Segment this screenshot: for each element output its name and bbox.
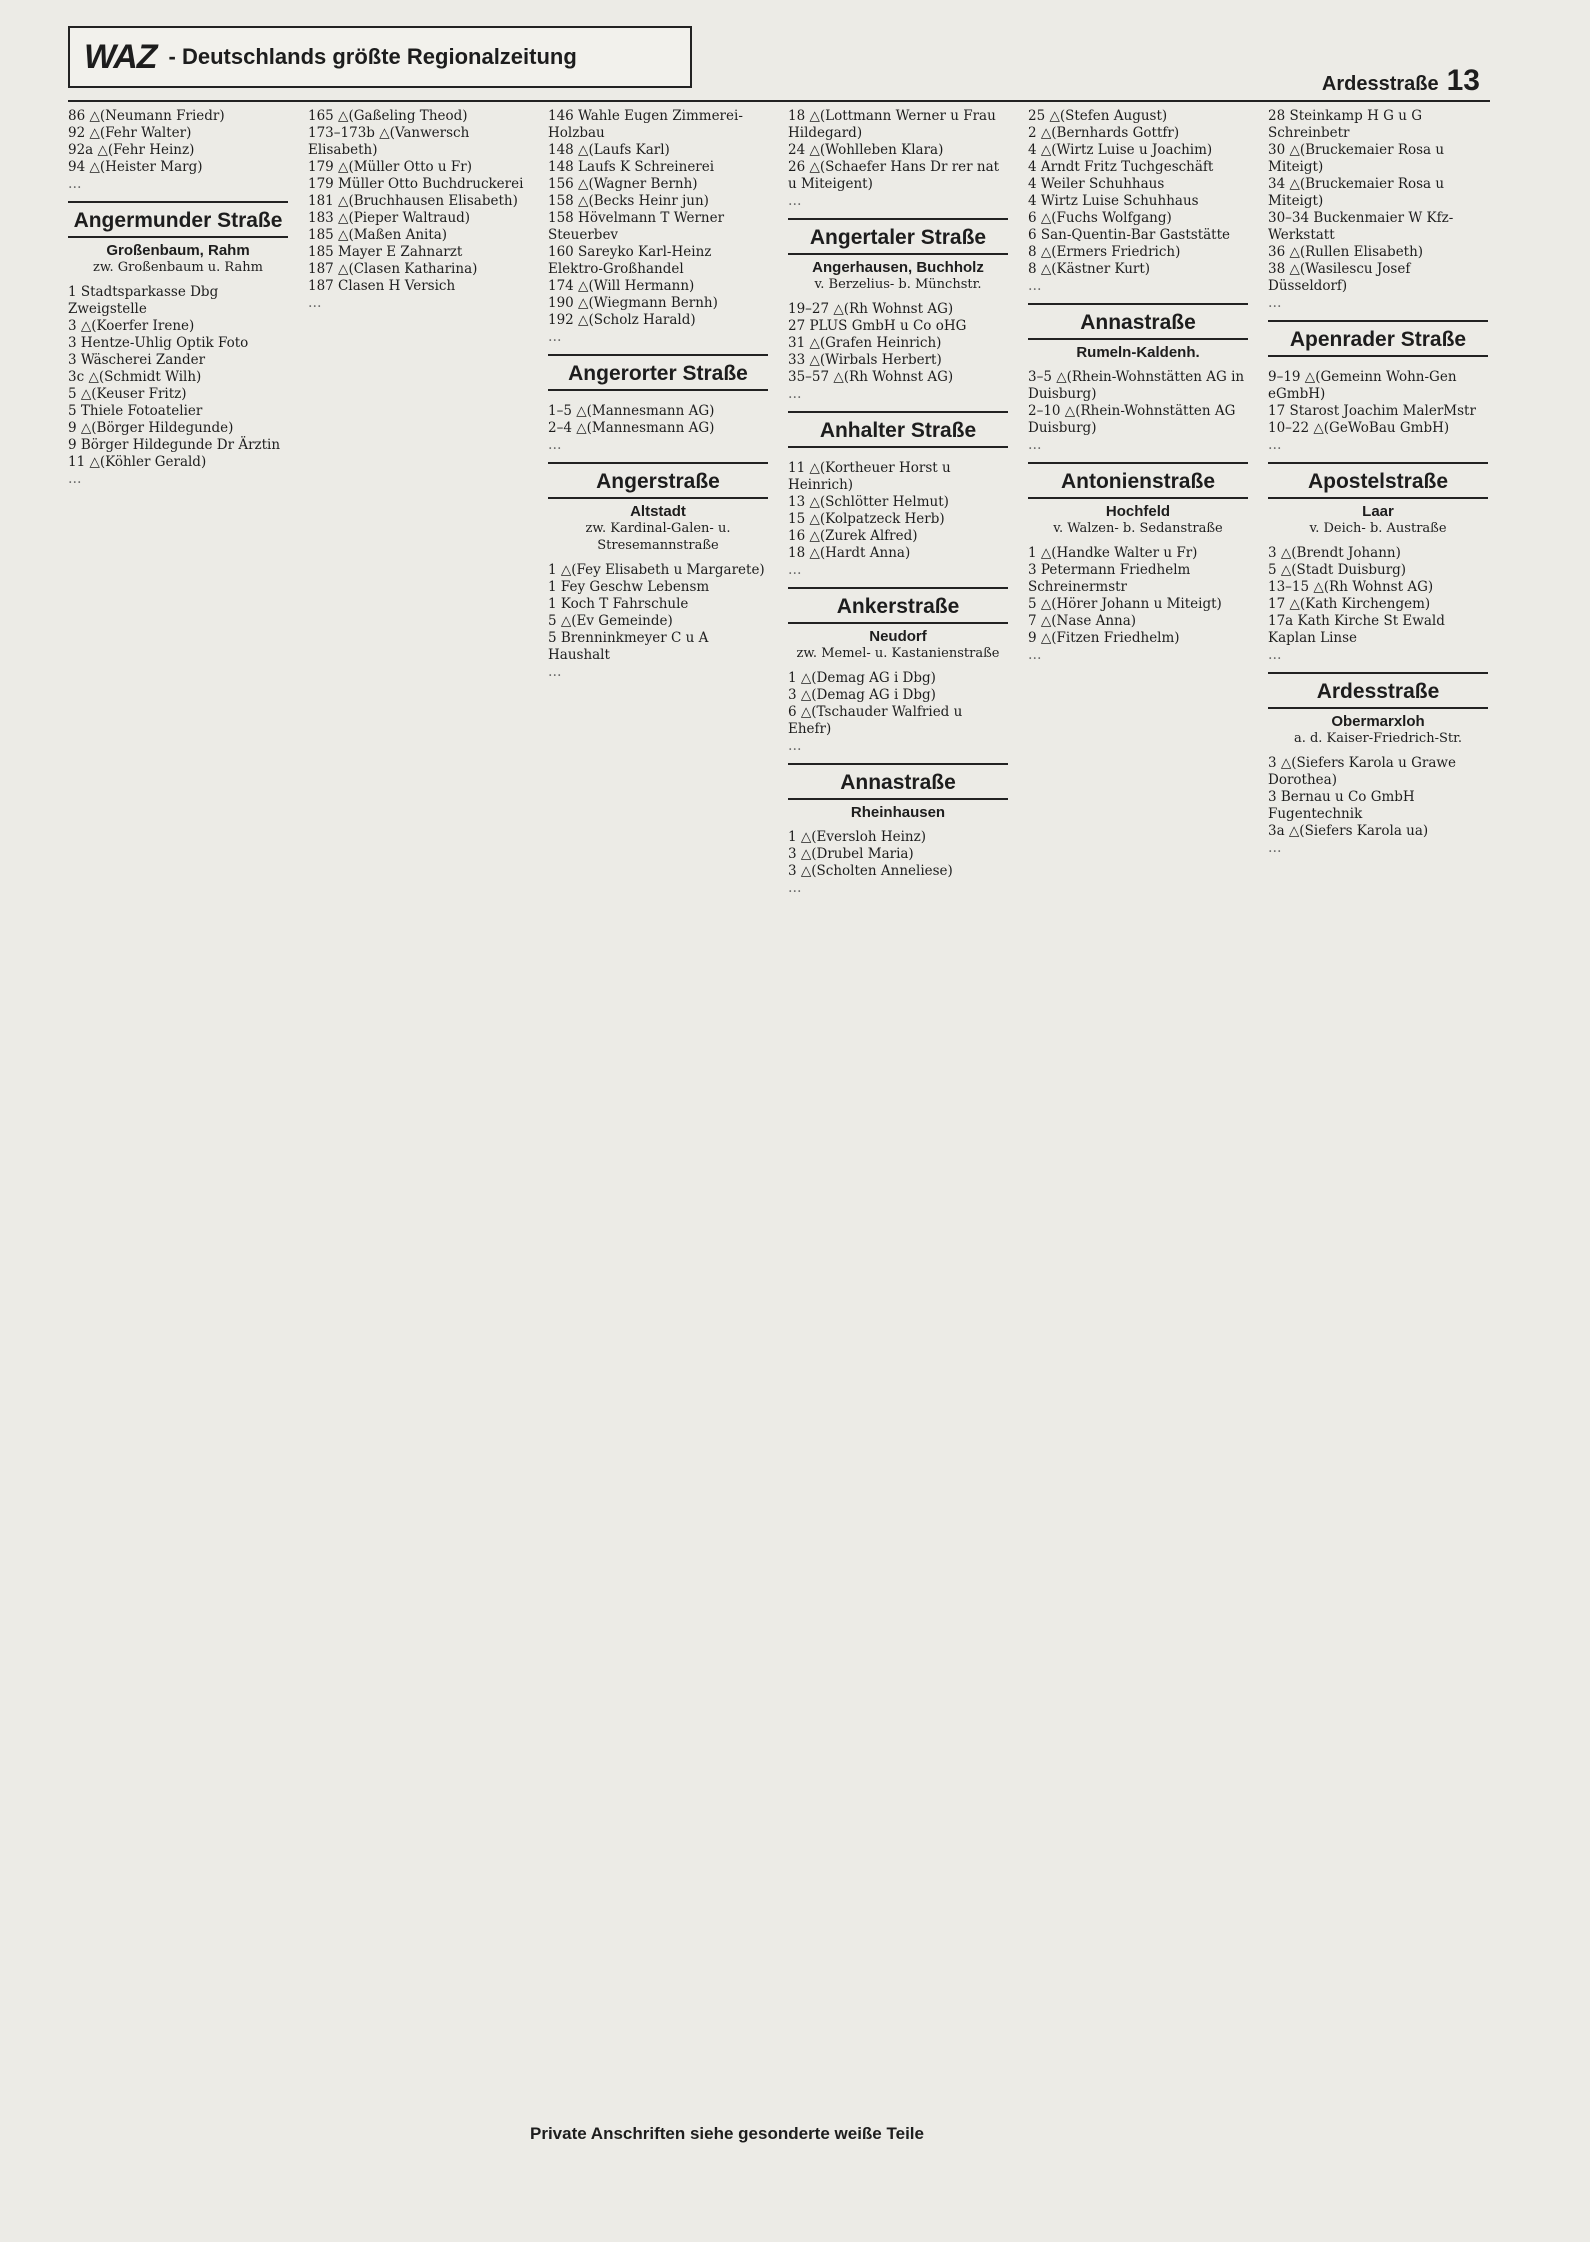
directory-entry: 11 △(Köhler Gerald) xyxy=(68,454,207,470)
directory-column xyxy=(548,108,768,2128)
masthead xyxy=(68,26,692,88)
directory-entry: 28 Steinkamp H G u G Schreinbetr xyxy=(1268,108,1423,141)
directory-entry: 4 Arndt Fritz Tuchgeschäft xyxy=(1028,159,1214,175)
directory-column xyxy=(788,108,1008,2128)
directory-column xyxy=(1028,108,1248,2128)
directory-entry: 6 △(Fuchs Wolfgang) xyxy=(1028,210,1172,226)
directory-entry: 2 △(Bernhards Gottfr) xyxy=(1028,125,1180,141)
directory-entry: 4 Weiler Schuhhaus xyxy=(1028,176,1165,192)
street-heading: Annastraße xyxy=(1028,303,1248,340)
street-range: v. Deich- b. Austraße xyxy=(1309,521,1447,536)
directory-entry: 185 △(Maßen Anita) xyxy=(308,227,448,243)
directory-entry: 148 Laufs K Schreinerei xyxy=(548,159,715,175)
directory-entry: 181 △(Bruchhausen Elisabeth) xyxy=(308,193,518,209)
directory-entry: 3 △(Siefers Karola u Grawe Dorothea) xyxy=(1268,755,1456,788)
directory-entry: 86 △(Neumann Friedr) xyxy=(68,108,225,124)
directory-entry: 5 △(Stadt Duisburg) xyxy=(1268,562,1407,578)
directory-entry: 16 △(Zurek Alfred) xyxy=(788,528,918,544)
more-entries-marker: … xyxy=(548,664,562,680)
directory-entry: 192 △(Scholz Harald) xyxy=(548,312,696,328)
directory-entry: 30–34 Buckenmaier W Kfz-Werkstatt xyxy=(1268,210,1454,243)
directory-entry: 173–173b △(Vanwersch Elisabeth) xyxy=(308,125,470,158)
street-heading: Antonienstraße xyxy=(1028,462,1248,499)
more-entries-marker: … xyxy=(548,329,562,345)
more-entries-marker: … xyxy=(1028,647,1042,663)
directory-entry: 187 Clasen H Versich xyxy=(308,278,456,294)
directory-entry: 5 Brenninkmeyer C u A Haushalt xyxy=(548,630,709,663)
directory-column xyxy=(1268,108,1488,2128)
directory-entry: 160 Sareyko Karl-Heinz Elektro-Großhandel xyxy=(548,244,712,277)
directory-entry: 3 △(Koerfer Irene) xyxy=(68,318,195,334)
directory-column xyxy=(68,108,288,2128)
directory-entry: 183 △(Pieper Waltraud) xyxy=(308,210,471,226)
street-range: v. Berzelius- b. Münchstr. xyxy=(814,277,982,292)
directory-column xyxy=(308,108,528,2128)
street-district: Altstadt xyxy=(630,503,686,520)
directory-entry: 33 △(Wirbals Herbert) xyxy=(788,352,942,368)
directory-entry: 1 △(Eversloh Heinz) xyxy=(788,829,926,845)
street-heading: Apenrader Straße xyxy=(1268,320,1488,357)
directory-entry: 3 Wäscherei Zander xyxy=(68,352,206,368)
page-number: 13 xyxy=(1446,64,1480,97)
spacer xyxy=(548,395,768,403)
directory-entry: 11 △(Kortheuer Horst u Heinrich) xyxy=(788,460,951,493)
directory-entry: 8 △(Ermers Friedrich) xyxy=(1028,244,1181,260)
footer-note: Private Anschriften siehe gesonderte weiße Teile xyxy=(530,2124,924,2143)
directory-entry: 1 Fey Geschw Lebensm xyxy=(548,579,710,595)
more-entries-marker: … xyxy=(1268,437,1282,453)
directory-entry: 9 △(Börger Hildegunde) xyxy=(68,420,234,436)
street-range: v. Walzen- b. Sedanstraße xyxy=(1053,521,1223,536)
directory-entry: 156 △(Wagner Bernh) xyxy=(548,176,698,192)
more-entries-marker: … xyxy=(68,471,82,487)
directory-entry: 36 △(Rullen Elisabeth) xyxy=(1268,244,1424,260)
directory-entry: 165 △(Gaßeling Theod) xyxy=(308,108,468,124)
directory-entry: 5 △(Ev Gemeinde) xyxy=(548,613,673,629)
directory-entry: 17 Starost Joachim MalerMstr xyxy=(1268,403,1476,419)
directory-entry: 17a Kath Kirche St Ewald Kaplan Linse xyxy=(1268,613,1445,646)
spacer xyxy=(788,821,1008,829)
directory-entry: 5 △(Keuser Fritz) xyxy=(68,386,187,402)
directory-entry: 17 △(Kath Kirchengem) xyxy=(1268,596,1431,612)
street-district: Großenbaum, Rahm xyxy=(106,242,250,259)
directory-entry: 6 △(Tschauder Walfried u Ehefr) xyxy=(788,704,963,737)
directory-entry: 15 △(Kolpatzeck Herb) xyxy=(788,511,945,527)
directory-entry: 2–4 △(Mannesmann AG) xyxy=(548,420,715,436)
directory-entry: 179 Müller Otto Buchdruckerei xyxy=(308,176,524,192)
directory-entry: 1 △(Handke Walter u Fr) xyxy=(1028,545,1198,561)
directory-entry: 187 △(Clasen Katharina) xyxy=(308,261,478,277)
directory-entry: 34 △(Bruckemaier Rosa u Miteigt) xyxy=(1268,176,1445,209)
directory-entry: 24 △(Wohlleben Klara) xyxy=(788,142,944,158)
street-heading: Ankerstraße xyxy=(788,587,1008,624)
street-heading: Angerstraße xyxy=(548,462,768,499)
spacer xyxy=(788,452,1008,460)
more-entries-marker: … xyxy=(308,295,322,311)
directory-entry: 10–22 △(GeWoBau GmbH) xyxy=(1268,420,1450,436)
directory-entry: 3 △(Brendt Johann) xyxy=(1268,545,1401,561)
more-entries-marker: … xyxy=(788,562,802,578)
directory-entry: 13–15 △(Rh Wohnst AG) xyxy=(1268,579,1434,595)
directory-entry: 19–27 △(Rh Wohnst AG) xyxy=(788,301,954,317)
directory-entry: 1 △(Demag AG i Dbg) xyxy=(788,670,936,686)
street-district: Hochfeld xyxy=(1105,503,1171,520)
directory-entry: 3–5 △(Rhein-Wohnstätten AG in Duisburg) xyxy=(1028,369,1245,402)
directory-entry: 9 △(Fitzen Friedhelm) xyxy=(1028,630,1180,646)
more-entries-marker: … xyxy=(1268,840,1282,856)
header-rule xyxy=(68,100,1490,102)
waz-logo: WAZ xyxy=(84,37,157,76)
directory-entry: 3c △(Schmidt Wilh) xyxy=(68,369,202,385)
directory-entry: 94 △(Heister Marg) xyxy=(68,159,203,175)
street-range: zw. Kardinal-Galen- u. Stresemannstraße xyxy=(585,521,731,553)
directory-entry: 9 Börger Hildegunde Dr Ärztin xyxy=(68,437,281,453)
directory-entry: 1 Stadtsparkasse Dbg Zweigstelle xyxy=(68,284,219,317)
more-entries-marker: … xyxy=(788,386,802,402)
directory-entry: 92 △(Fehr Walter) xyxy=(68,125,192,141)
directory-entry: 26 △(Schaefer Hans Dr rer nat u Miteigent) xyxy=(788,159,1000,192)
directory-entry: 179 △(Müller Otto u Fr) xyxy=(308,159,473,175)
street-heading: Ardesstraße xyxy=(1268,672,1488,709)
directory-entry: 3a △(Siefers Karola ua) xyxy=(1268,823,1429,839)
more-entries-marker: … xyxy=(788,193,802,209)
directory-entry: 9–19 △(Gemeinn Wohn-Gen eGmbH) xyxy=(1268,369,1457,402)
directory-entry: 3 △(Scholten Anneliese) xyxy=(788,863,953,879)
directory-entry: 1 Koch T Fahrschule xyxy=(548,596,689,612)
spacer xyxy=(1268,361,1488,369)
directory-entry: 35–57 △(Rh Wohnst AG) xyxy=(788,369,954,385)
street-heading: Apostelstraße xyxy=(1268,462,1488,499)
directory-entry: 27 PLUS GmbH u Co oHG xyxy=(788,318,967,334)
street-district: Laar xyxy=(1362,503,1394,520)
street-heading: Angermunder Straße xyxy=(68,201,288,238)
street-range: zw. Großenbaum u. Rahm xyxy=(93,260,263,275)
street-range: a. d. Kaiser-Friedrich-Str. xyxy=(1293,731,1463,746)
directory-entry: 4 Wirtz Luise Schuhhaus xyxy=(1028,193,1199,209)
more-entries-marker: … xyxy=(1268,295,1282,311)
directory-entry: 7 △(Nase Anna) xyxy=(1028,613,1137,629)
directory-entry: 6 San-Quentin-Bar Gaststätte xyxy=(1028,227,1231,243)
directory-entry: 190 △(Wiegmann Bernh) xyxy=(548,295,718,311)
street-district: Rheinhausen xyxy=(850,804,946,821)
more-entries-marker: … xyxy=(68,176,82,192)
street-heading: Anhalter Straße xyxy=(788,411,1008,448)
directory-entry: 38 △(Wasilescu Josef Düsseldorf) xyxy=(1268,261,1411,294)
street-range: zw. Memel- u. Kastanienstraße xyxy=(796,646,1000,661)
directory-entry: 31 △(Grafen Heinrich) xyxy=(788,335,942,351)
more-entries-marker: … xyxy=(1268,647,1282,663)
more-entries-marker: … xyxy=(1028,437,1042,453)
running-head xyxy=(1322,64,1480,98)
directory-entry: 158 Hövelmann T Werner Steuerbev xyxy=(548,210,725,243)
street-district: Neudorf xyxy=(869,628,927,645)
directory-entry: 18 △(Lottmann Werner u Frau Hildegard) xyxy=(788,108,996,141)
street-district: Obermarxloh xyxy=(1331,713,1425,730)
directory-entry: 146 Wahle Eugen Zimmerei-Holzbau xyxy=(548,108,743,141)
directory-entry: 4 △(Wirtz Luise u Joachim) xyxy=(1028,142,1213,158)
directory-entry: 1–5 △(Mannesmann AG) xyxy=(548,403,715,419)
directory-entry: 92a △(Fehr Heinz) xyxy=(68,142,195,158)
street-district: Angerhausen, Buchholz xyxy=(812,259,984,276)
street-heading: Annastraße xyxy=(788,763,1008,800)
street-heading: Angertaler Straße xyxy=(788,218,1008,255)
directory-entry: 158 △(Becks Heinr jun) xyxy=(548,193,709,209)
more-entries-marker: … xyxy=(788,880,802,896)
directory-columns xyxy=(68,108,1490,2128)
directory-entry: 174 △(Will Hermann) xyxy=(548,278,695,294)
directory-entry: 8 △(Kästner Kurt) xyxy=(1028,261,1151,277)
directory-entry: 25 △(Stefen August) xyxy=(1028,108,1168,124)
street-heading: Angerorter Straße xyxy=(548,354,768,391)
directory-entry: 13 △(Schlötter Helmut) xyxy=(788,494,949,510)
directory-entry: 3 Bernau u Co GmbH Fugentechnik xyxy=(1268,789,1415,822)
directory-entry: 5 △(Hörer Johann u Miteigt) xyxy=(1028,596,1222,612)
street-district: Rumeln-Kaldenh. xyxy=(1076,344,1200,361)
running-head-street: Ardesstraße xyxy=(1321,73,1439,95)
directory-entry: 3 △(Demag AG i Dbg) xyxy=(788,687,936,703)
directory-entry: 3 Hentze-Uhlig Optik Foto xyxy=(68,335,249,351)
more-entries-marker: … xyxy=(788,738,802,754)
directory-entry: 18 △(Hardt Anna) xyxy=(788,545,911,561)
directory-entry: 3 Petermann Friedhelm Schreinermstr xyxy=(1028,562,1191,595)
directory-entry: 148 △(Laufs Karl) xyxy=(548,142,670,158)
more-entries-marker: … xyxy=(548,437,562,453)
masthead-subtitle: - Deutschlands größte Regionalzeitung xyxy=(168,44,577,69)
directory-entry: 5 Thiele Fotoatelier xyxy=(68,403,203,419)
directory-entry: 3 △(Drubel Maria) xyxy=(788,846,914,862)
directory-entry: 185 Mayer E Zahnarzt xyxy=(308,244,463,260)
more-entries-marker: … xyxy=(1028,278,1042,294)
directory-entry: 2–10 △(Rhein-Wohnstätten AG Duisburg) xyxy=(1028,403,1236,436)
spacer xyxy=(1028,361,1248,369)
directory-entry: 1 △(Fey Elisabeth u Margarete) xyxy=(548,562,765,578)
directory-entry: 30 △(Bruckemaier Rosa u Miteigt) xyxy=(1268,142,1445,175)
